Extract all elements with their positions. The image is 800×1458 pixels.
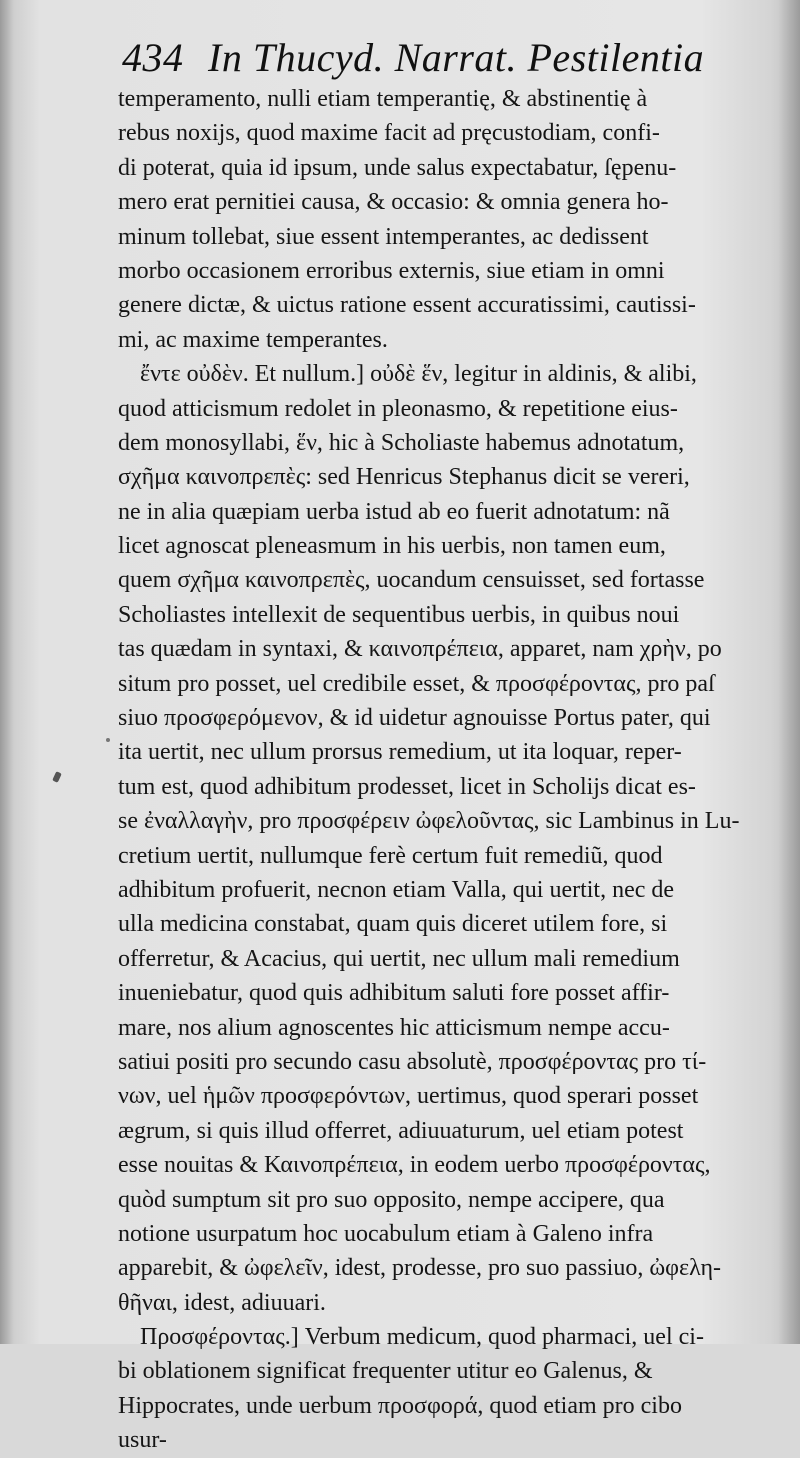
page-gutter-shadow (778, 0, 800, 1344)
text-line: ne in alia quæpiam uerba istud ab eo fuerit adnotatum: nã (118, 498, 670, 525)
text-line: tum est, quod adhibitum prodesset, licet in Scholijs dicat es- (118, 773, 696, 800)
text-line: adhibitum profuerit, necnon etiam Valla, qui uertit, nec de (118, 876, 675, 903)
text-line: ulla medicina constabat, quam quis diceret utilem fore, si (118, 911, 668, 938)
text-line: usur- (118, 1427, 167, 1454)
text-line: apparebit, & ὠφελεῖν, idest, prodesse, pro suo passiuo, ὠφελη- (118, 1255, 722, 1282)
text-line: tas quædam in syntaxi, & καινοπρέπεια, apparet, nam χρὴν, po (118, 636, 722, 663)
text-line: Scholiastes intellexit de sequentibus uerbis, in quibus noui (118, 601, 680, 628)
text-line: Hippocrates, unde uerbum προσφορά, quod etiam pro cibo (118, 1392, 682, 1419)
text-line: situm pro posset, uel credibile esset, & προσφέροντας, pro paſ (118, 670, 715, 697)
page-number: 434 (122, 35, 184, 80)
text-line: inueniebatur, quod quis adhibitum saluti fore posset affir- (118, 980, 670, 1007)
text-line: bi oblationem significat frequenter utitur eo Galenus, & (118, 1358, 653, 1385)
text-line: licet agnoscat pleneasmum in his uerbis, non tamen eum, (118, 533, 666, 560)
text-line: quem σχῆμα καινοπρεπὲς, uocandum censuisset, sed fortasse (118, 567, 705, 594)
text-line: notione usurpatum hoc uocabulum etiam à Galeno infra (118, 1220, 654, 1247)
ink-speck (52, 771, 62, 783)
text-line: satiui positi pro secundo casu absolutè, προσφέροντας pro τί- (118, 1048, 707, 1075)
text-line: rebus noxijs, quod maxime facit ad pręcustodiam, confi- (118, 120, 660, 147)
text-line: di poterat, quia id ipsum, unde salus expectabatur, ſępenu- (118, 154, 677, 181)
text-line: morbo occasionem erroribus externis, siue etiam in omni (118, 257, 665, 284)
text-line: quòd sumptum sit pro suo opposito, nempe accipere, qua (118, 1186, 665, 1213)
text-line: ita uertit, nec ullum prorsus remedium, ut ita loquar, reper- (118, 739, 682, 766)
text-line: mi, ac maxime temperantes. (118, 326, 388, 353)
text-line: mare, nos alium agnoscentes hic atticismum nempe accu- (118, 1014, 670, 1041)
text-line: temperamento, nulli etiam temperantię, & abstinentię à (118, 86, 648, 112)
text-line: σχῆμα καινοπρεπὲς: sed Henricus Stephanus dicit se vereri, (118, 464, 690, 491)
text-line: νων, uel ἡμῶν προσφερόντων, uertimus, quod sperari posset (118, 1083, 699, 1110)
text-line: θῆναι, idest, adiuuari. (118, 1289, 326, 1316)
running-head (122, 34, 772, 81)
running-title: In Thucyd. Narrat. Pestilentia (208, 35, 705, 80)
text-line: minum tollebat, siue essent intemperantes, ac dedissent (118, 223, 649, 250)
body-text (118, 82, 772, 1458)
text-line: genere dictæ, & uictus ratione essent accuratissimi, cautissi- (118, 292, 696, 319)
text-line: se ἐναλλαγὴν, pro προσφέρειν ὠφελοῦντας, sic Lambinus in Lu- (118, 808, 740, 835)
text-line: mero erat pernitiei causa, & occasio: & omnia genera ho- (118, 189, 669, 216)
text-line: quod atticismum redolet in pleonasmo, & repetitione eius- (118, 395, 678, 422)
text-line: esse nouitas & Καινοπρέπεια, in eodem uerbo προσφέροντας, (118, 1152, 711, 1179)
text-line: cretium uertit, nullumque ferè certum fuit remediũ, quod (118, 842, 663, 869)
ink-dot (106, 738, 110, 742)
text-line: ἔντε οὐδὲν. Et nullum.] οὐδὲ ἕν, legitur in aldinis, & alibi, (140, 361, 697, 388)
text-line: dem monosyllabi, ἕν, hic à Scholiaste habemus adnotatum, (118, 429, 685, 456)
text-line: siuo προσφερόμενον, & id uidetur agnouisse Portus pater, qui (118, 705, 711, 732)
text-line: Προσφέροντας.] Verbum medicum, quod pharmaci, uel ci- (140, 1324, 704, 1351)
text-line: offerretur, & Acacius, qui uertit, nec ullum mali remedium (118, 945, 680, 972)
text-line: ægrum, si quis illud offerret, adiuuaturum, uel etiam potest (118, 1117, 684, 1144)
